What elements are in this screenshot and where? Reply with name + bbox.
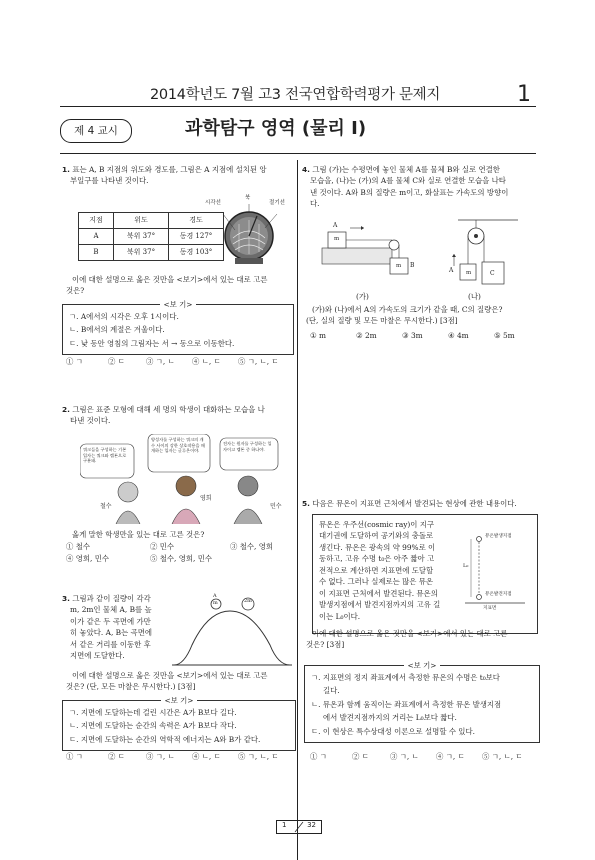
question-3-line: 서 같은 거리를 이동한 후	[70, 639, 151, 649]
info-line: 동하고, 고유 수명 t₀은 아주 짧아 고	[319, 554, 435, 564]
question-3-line: 히 놓았다. A, B는 곡면에	[70, 628, 152, 638]
bogi-item: ㄷ. 이 현상은 특수상대성 이론으로 설명할 수 있다.	[311, 726, 475, 736]
answer-choice[interactable]: ② ㄷ	[108, 357, 125, 366]
muon-figure	[463, 533, 533, 619]
answer-choice[interactable]: ⑤ 철수, 영희, 민수	[150, 554, 212, 563]
subject-divider	[60, 153, 536, 154]
answer-choice[interactable]: ③ 철수, 영희	[230, 542, 273, 551]
question-1-prompt	[66, 274, 292, 297]
question-4-prompt	[306, 304, 538, 327]
info-line: 대기권에 도달하여 공기와의 충돌로	[319, 531, 434, 541]
info-line: 전적으로 계산하면 지표면에 도달할	[319, 565, 434, 575]
answer-choice[interactable]: ⑤ ㄱ, ㄴ, ㄷ	[238, 357, 279, 366]
info-line: 발생지점에서 발견지점까지의 고유 길	[319, 600, 441, 610]
question-4-line: 모습을, (나)는 (가)의 A를 물체 C와 실로 연결한 모습을 나타	[310, 176, 506, 186]
question-4-line: 그림 (가)는 수평면에 놓인 물체 A를 물체 B와 실로 연결한	[312, 165, 500, 174]
table-header: 경도	[169, 213, 224, 229]
question-1-stem	[62, 164, 290, 187]
question-5-stem	[302, 498, 538, 509]
answer-choice[interactable]: ① ㄱ	[310, 752, 327, 761]
question-4-number: 4.	[302, 165, 310, 174]
question-3-choices	[66, 751, 292, 763]
pulley-diagram-a	[318, 218, 418, 298]
answer-choice[interactable]: ② 민수	[150, 542, 175, 551]
page-number: 1	[517, 82, 531, 107]
question-2-line: 그림은 표준 모형에 대해 세 명의 학생이 대화하는 모습을 나	[72, 405, 265, 414]
info-line: 이 지표면 근처에서 발견된다. 뮤온의	[319, 588, 438, 598]
bogi-item: ㄴ. 뮤온과 함께 움직이는 좌표계에서 측정한 뮤온 발생지점	[311, 699, 502, 709]
object-b-mass: m	[396, 263, 402, 269]
info-line: 생긴다. 뮤온은 광속의 약 99%로 이	[319, 542, 436, 552]
bogi-item: ㄴ. B에서의 계절은 겨울이다.	[69, 325, 165, 335]
question-3-line: 이가 같은 두 곡면에 가만	[70, 616, 151, 626]
bogi-item: ㄱ. 지표면의 정지 좌표계에서 측정한 뮤온의 수명은 t₀보다	[311, 673, 500, 682]
answer-choice[interactable]: ④ ㄴ, ㄷ	[192, 357, 221, 366]
question-5-prompt	[306, 628, 538, 651]
student-name: 철수	[100, 503, 112, 510]
question-3-bogi-box	[62, 696, 296, 751]
question-2-line: 타낸 것이다.	[70, 416, 111, 426]
answer-choice[interactable]: ⑤ ㄱ, ㄴ, ㄷ	[238, 752, 279, 761]
pulley-diagram-b	[438, 218, 538, 298]
bogi-title: <보 기>	[160, 300, 195, 309]
question-3-stem	[62, 593, 172, 662]
answer-choice[interactable]: ⑤ ㄱ, ㄴ, ㄷ	[482, 752, 523, 761]
answer-choice[interactable]: ③ ㄱ, ㄴ	[390, 752, 419, 761]
figure-label-na: (나)	[468, 292, 481, 301]
bogi-item: ㄱ. A에서의 시각은 오후 1시이다.	[69, 312, 179, 321]
sundial-image	[205, 194, 293, 266]
answer-choice[interactable]: ② ㄷ	[108, 752, 125, 761]
question-3-prompt	[66, 670, 292, 693]
question-1-line: 부일구를 나타낸 것이다.	[70, 176, 149, 186]
question-1-bogi-box	[62, 300, 294, 355]
coordinate-table	[78, 212, 224, 261]
sundial-label-line: 시각선	[205, 200, 221, 206]
table-cell: B	[79, 244, 114, 260]
answer-choice[interactable]: ④ 4m	[448, 331, 469, 340]
answer-choice[interactable]: ① ㄱ	[66, 357, 83, 366]
students-illustration	[80, 434, 295, 524]
table-row	[79, 244, 224, 260]
answer-choice[interactable]: ① ㄱ	[66, 752, 83, 761]
answer-choice[interactable]: ③ ㄱ, ㄴ	[146, 752, 175, 761]
question-5-prompt-line: 이에 대한 설명으로 옳은 것만을 <보기>에서 있는 대로 고른	[312, 629, 508, 638]
answer-choice[interactable]: ⑤ 5m	[494, 331, 515, 340]
info-line: 뮤온은 우주선(cosmic ray)이 지구	[319, 520, 435, 529]
figure-label-ga: (가)	[356, 292, 369, 301]
question-3-number: 3.	[62, 594, 70, 603]
student-name: 영희	[200, 495, 212, 502]
answer-choice[interactable]: ④ ㄱ, ㄷ	[436, 752, 465, 761]
question-2-prompt: 옳게 말한 학생만을 있는 대로 고른 것은?	[72, 530, 205, 539]
question-3-prompt-line: 이에 대한 설명으로 옳은 것만을 <보기>에서 있는 대로 고른	[72, 671, 268, 680]
object-b-label: B	[410, 262, 415, 269]
object-b-mass-label: 2m	[244, 598, 252, 604]
question-2-stem	[62, 404, 290, 427]
question-3-line: 지면에 도달한다.	[70, 651, 125, 661]
page-indicator	[276, 820, 322, 834]
table-cell: 동경 127°	[169, 228, 224, 244]
question-4-prompt-line: (가)와 (나)에서 A의 가속도의 크기가 같을 때, C의 질량은?	[312, 305, 503, 314]
muon-detect-label: 뮤온발견지점	[485, 592, 512, 597]
header-divider	[60, 106, 536, 107]
ground-label: 지표면	[483, 606, 497, 611]
table-header: 위도	[114, 213, 169, 229]
table-header: 지점	[79, 213, 114, 229]
info-line: 이는 L₀이다.	[319, 611, 361, 621]
info-line: 수 없다. 그러나 실제로는 많은 뮤온	[319, 577, 434, 587]
curved-track-diagram	[172, 593, 292, 669]
question-5-choices	[310, 751, 536, 763]
answer-choice[interactable]: ① m	[310, 331, 326, 340]
question-5-number: 5.	[302, 499, 310, 508]
question-2-number: 2.	[62, 405, 70, 414]
answer-choice[interactable]: ③ 3m	[402, 331, 423, 340]
question-3-prompt-line: 것은? (단, 모든 마찰은 무시한다.) [3점]	[66, 682, 196, 692]
object-c-label: C	[490, 270, 495, 277]
speech-bubble-1: 쿼크들을 구성하는 기본 입자는 쿼크와 렙톤으로 구분돼.	[83, 447, 127, 464]
table-header-row	[79, 213, 224, 229]
question-1-choices	[66, 356, 292, 368]
table-cell: 북위 37°	[114, 244, 169, 260]
period-badge: 제 4 교시	[60, 119, 132, 143]
bogi-item: ㄴ. 지면에 도달하는 순간의 속력은 A가 B보다 작다.	[69, 721, 237, 731]
question-4-stem	[302, 164, 536, 210]
bogi-title: <보 기>	[161, 696, 196, 705]
subject-title: 과학탐구 영역 (물리 Ⅰ)	[185, 118, 367, 139]
question-3-line: 그림과 같이 질량이 각각	[72, 594, 151, 603]
answer-choice[interactable]: ③ ㄱ, ㄴ	[146, 357, 175, 366]
object-a-label: A	[449, 267, 454, 274]
question-1-line: 표는 A, B 지점의 위도와 경도를, 그림은 A 지점에 설치된 앙	[72, 165, 267, 174]
muon-info-box	[312, 514, 538, 634]
question-4-prompt-line: (단, 실의 질량 및 모든 마찰은 무시한다.) [3점]	[306, 316, 458, 326]
bogi-item: ㄷ. 지면에 도달하는 순간의 역학적 에너지는 A와 B가 같다.	[69, 734, 261, 744]
object-a-label: A	[333, 222, 338, 229]
bogi-title: <보 기>	[404, 661, 439, 670]
question-4-choices	[310, 330, 536, 342]
sundial-label-season: 절기선	[269, 200, 285, 206]
question-5-prompt-line: 것은? [3점]	[306, 640, 345, 650]
bogi-item: ㄱ. 지면에 도달하는데 걸린 시간은 A가 B보다 길다.	[69, 708, 237, 717]
object-a-mass: m	[466, 270, 472, 276]
table-cell: 북위 37°	[114, 228, 169, 244]
column-divider	[297, 160, 298, 860]
student-name: 민수	[270, 503, 282, 510]
question-3-line: m, 2m인 물체 A, B를 높	[70, 605, 152, 615]
object-a-label: A	[213, 593, 217, 599]
table-cell: A	[79, 228, 114, 244]
question-2-choices	[66, 541, 292, 565]
answer-choice[interactable]: ② 2m	[356, 331, 377, 340]
bogi-item: 길다.	[323, 686, 340, 696]
answer-choice[interactable]: ② ㄷ	[352, 752, 369, 761]
sundial-label-north: 북	[245, 195, 251, 201]
exam-title: 2014학년도 7월 고3 전국연합학력평가 문제지	[150, 87, 441, 103]
question-1-prompt-line: 이에 대한 설명으로 옳은 것만을 <보기>에서 있는 대로 고른	[72, 275, 268, 284]
question-4-line: 낸 것이다. A와 B의 질량은 m이고, 화살표는 가속도의 방향이	[310, 187, 509, 197]
object-a-mass: m	[334, 236, 340, 242]
question-1-prompt-line: 것은?	[66, 286, 85, 296]
table-cell: 동경 103°	[169, 244, 224, 260]
table-row	[79, 228, 224, 244]
question-5-bogi-box	[304, 661, 540, 743]
object-a-mass-label: m	[213, 600, 218, 606]
total-pages: 32	[307, 821, 316, 829]
speech-bubble-3: 전자는 원자를 구성하는 입자이고 렙톤 중 하나야.	[223, 441, 272, 452]
current-page: 1	[282, 821, 287, 829]
answer-choice[interactable]: ④ 영희, 민수	[66, 554, 109, 563]
bogi-item: ㄷ. 낮 동안 영침의 그림자는 서 → 동으로 이동한다.	[69, 338, 235, 348]
answer-choice[interactable]: ④ ㄴ, ㄷ	[192, 752, 221, 761]
bogi-item: 에서 발견지점까지의 거리는 L₀보다 짧다.	[323, 713, 457, 723]
proper-length-label: L₀	[463, 563, 469, 569]
speech-bubble-2: 양성자를 구성하는 쿼크의 개수 사이의 강한 상호작용을 매개하는 입자는 글루온이야.	[151, 437, 205, 454]
question-5-intro: 다음은 뮤온이 지표면 근처에서 발견되는 현상에 관한 내용이다.	[312, 499, 517, 508]
question-1-number: 1.	[62, 165, 70, 174]
muon-origin-label: 뮤온발생지점	[485, 534, 512, 539]
answer-choice[interactable]: ① 철수	[66, 542, 91, 551]
question-4-line: 다.	[310, 199, 320, 209]
